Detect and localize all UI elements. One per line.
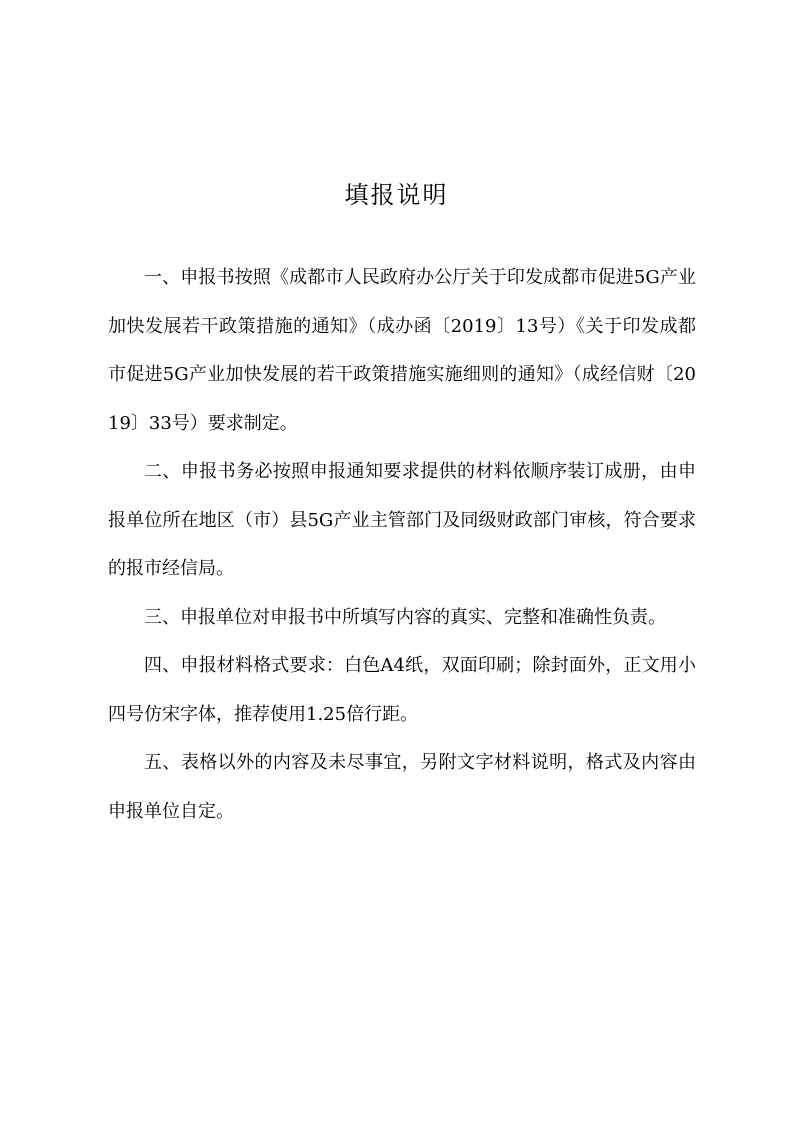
instruction-paragraph-5: 五、表格以外的内容及未尽事宜，另附文字材料说明，格式及内容由申报单位自定。 [108, 752, 696, 822]
instruction-paragraph-4: 四、申报材料格式要求：白色A4纸，双面印刷；除封面外，正文用小四号仿宋字体，推荐使用1.25倍行距。 [108, 655, 696, 725]
instructions-body [108, 254, 696, 836]
instruction-paragraph-1: 一、申报书按照《成都市人民政府办公厅关于印发成都市促进5G产业加快发展若干政策措施的通知》（成办函〔2019〕13号）《关于印发成都市促进5G产业加快发展的若干政策措施实施细则的通知》（成经信财〔2019〕33号）要求制定。 [108, 267, 696, 434]
page-title: 填报说明 [344, 181, 449, 209]
instruction-paragraph-2: 二、申报书务必按照申报通知要求提供的材料依顺序装订成册，由申报单位所在地区（市）县5G产业主管部门及同级财政部门审核，符合要求的报市经信局。 [108, 461, 696, 579]
instruction-paragraph-3: 三、申报单位对申报书中所填写内容的真实、完整和准确性负责。 [144, 606, 666, 628]
